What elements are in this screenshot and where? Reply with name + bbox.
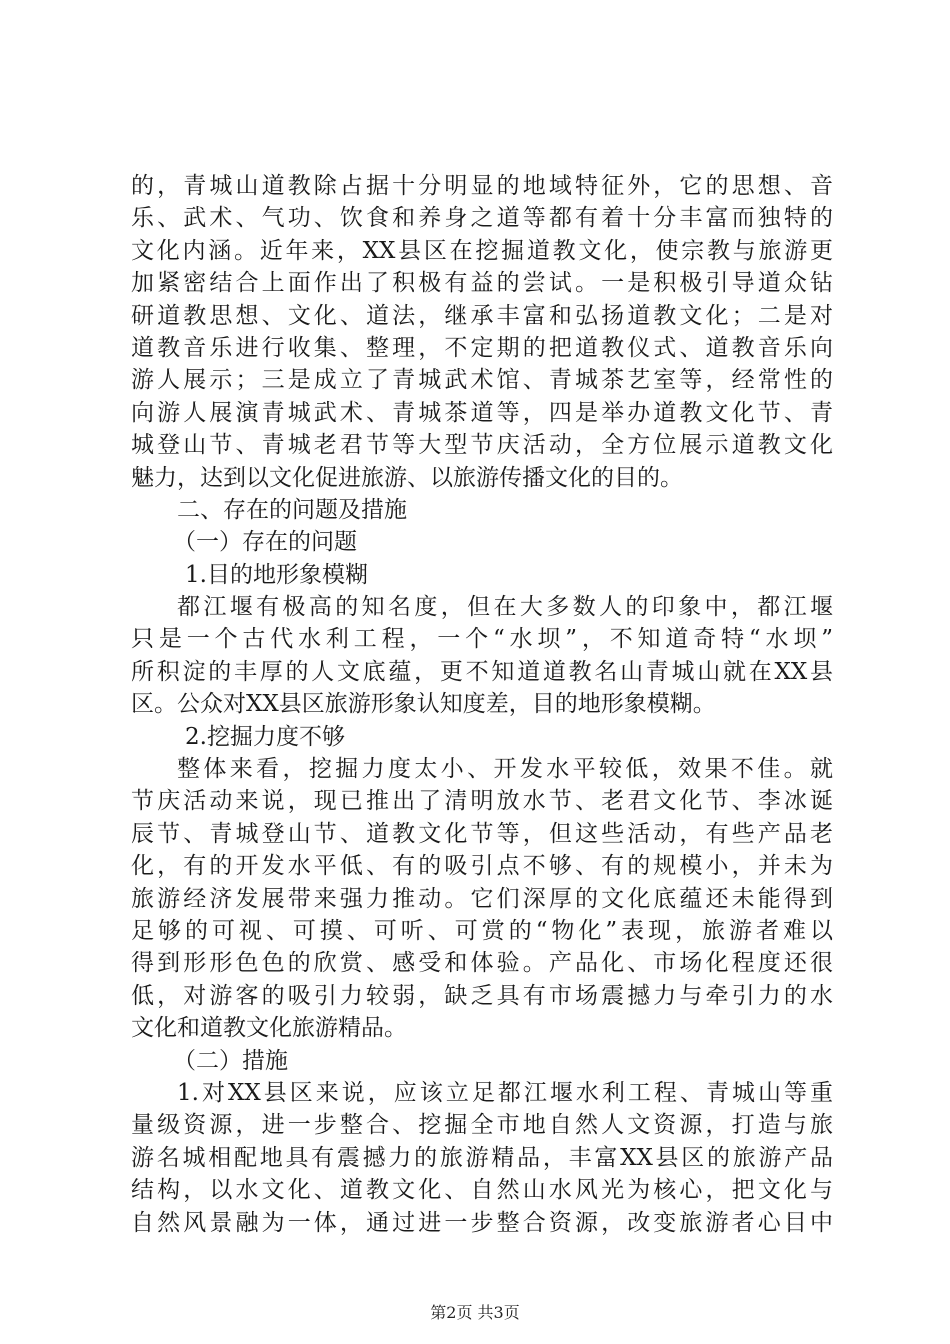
text-line: 都江堰有极高的知名度，但在大多数人的印象中，都江堰	[177, 594, 833, 621]
text-line: 乐、武术、气功、饮食和养身之道等都有着十分丰富而独特的	[131, 205, 833, 232]
text-line: 量级资源，进一步整合、挖掘全市地自然人文资源，打造与旅	[131, 1112, 833, 1139]
text-line: 节庆活动来说，现已推出了清明放水节、老君文化节、李冰诞	[131, 788, 833, 815]
text-line: 所积淀的丰厚的人文底蕴，更不知道道教名山青城山就在XX县	[131, 658, 833, 685]
text-line: 向游人展演青城武术、青城茶道等，四是举办道教文化节、青	[131, 399, 833, 426]
page-number: 第2页 共3页	[430, 1303, 520, 1322]
text-line: 1.对XX县区来说，应该立足都江堰水利工程、青城山等重	[177, 1079, 833, 1106]
section-heading: 二、存在的问题及措施	[177, 496, 407, 523]
text-line: 只是一个古代水利工程，一个“水坝”，不知道奇特“水坝”	[131, 626, 833, 653]
text-line: 城登山节、青城老君节等大型节庆活动，全方位展示道教文化	[131, 432, 833, 459]
text-line: 文化内涵。近年来，XX县区在挖掘道教文化，使宗教与旅游更	[131, 237, 833, 264]
subsection-heading: （一）存在的问题	[173, 529, 357, 556]
item-heading: 2.挖掘力度不够	[185, 723, 345, 750]
subsection-heading: （二）措施	[173, 1047, 288, 1074]
text-line: 游名城相配地具有震撼力的旅游精品，丰富XX县区的旅游产品	[131, 1144, 833, 1171]
text-line: 整体来看，挖掘力度太小、开发水平较低，效果不佳。就	[177, 756, 833, 783]
text-line: 道教音乐进行收集、整理，不定期的把道教仪式、道教音乐向	[131, 334, 833, 361]
text-line: 结构，以水文化、道教文化、自然山水风光为核心，把文化与	[131, 1177, 833, 1204]
text-line: 辰节、青城登山节、道教文化节等，但这些活动，有些产品老	[131, 820, 833, 847]
text-line: 研道教思想、文化、道法，继承丰富和弘扬道教文化；二是对	[131, 302, 833, 329]
text-line: 得到形形色色的欣赏、感受和体验。产品化、市场化程度还很	[131, 950, 833, 977]
text-line: 的，青城山道教除占据十分明显的地域特征外，它的思想、音	[131, 173, 833, 199]
text-line: 足够的可视、可摸、可听、可赏的“物化”表现，旅游者难以	[131, 917, 833, 944]
item-heading: 1.目的地形象模糊	[185, 561, 368, 588]
text-line: 旅游经济发展带来强力推动。它们深厚的文化底蕴还未能得到	[131, 885, 833, 912]
text-line: 加紧密结合上面作出了积极有益的尝试。一是积极引导道众钻	[131, 270, 833, 297]
text-line: 化，有的开发水平低、有的吸引点不够、有的规模小，并未为	[131, 853, 833, 880]
text-line: 低，对游客的吸引力较弱，缺乏具有市场震撼力与牵引力的水	[131, 982, 833, 1009]
text-line: 魅力，达到以文化促进旅游、以旅游传播文化的目的。	[131, 464, 683, 491]
text-line: 自然风景融为一体，通过进一步整合资源，改变旅游者心目中	[131, 1209, 833, 1236]
text-line: 游人展示；三是成立了青城武术馆、青城茶艺室等，经常性的	[131, 367, 833, 394]
text-line: 区。公众对XX县区旅游形象认知度差，目的地形象模糊。	[131, 691, 716, 718]
text-line: 文化和道教文化旅游精品。	[131, 1015, 407, 1042]
document-body	[131, 170, 833, 1239]
